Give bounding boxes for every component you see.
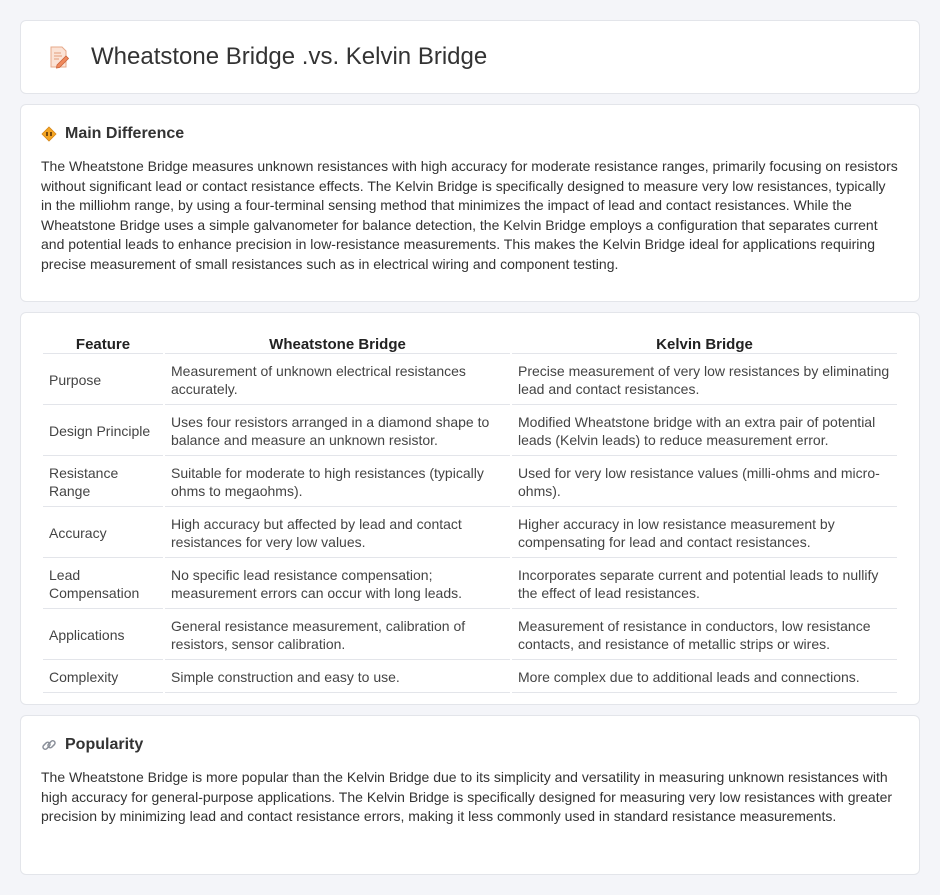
table-row (43, 611, 897, 660)
feature-cell: Purpose (43, 356, 163, 405)
comparison-table-card (20, 312, 920, 705)
feature-cell: Design Principle (43, 407, 163, 456)
table-row (43, 458, 897, 507)
main-difference-text: The Wheatstone Bridge measures unknown resistances with high accuracy for moderate resistance ranges, primarily focusing on resistors without significant lead or contact resistance effects. The Kelvin Bridge is specifically designed to measure very low resistances, typically in the milliohm range, by using a four-terminal sensing method that minimizes the impact of lead and contact resistances. While the Wheatstone Bridge uses a simple galvanometer for balance detection, the Kelvin Bridge employs a configuration that separates current and potential leads to enhance precision in low-resistance measurements. This makes the Kelvin Bridge ideal for applications requiring precise measurement of small resistances such as in electrical wiring and component testing. (41, 158, 898, 272)
document-edit-icon (47, 45, 71, 69)
header-wheatstone: Wheatstone Bridge (165, 332, 510, 354)
main-difference-heading: Main Difference (65, 125, 185, 142)
page-title: Wheatstone Bridge .vs. Kelvin Bridge (91, 43, 488, 70)
diamond-sign-icon (41, 126, 57, 142)
kelvin-cell: Higher accuracy in low resistance measurement by compensating for lead and contact resistances. (512, 509, 897, 558)
wheatstone-cell: No specific lead resistance compensation; measurement errors can occur with long leads. (165, 560, 510, 609)
popularity-text: The Wheatstone Bridge is more popular than the Kelvin Bridge due to its simplicity and versatility in measuring unknown resistances with high accuracy for general-purpose applications. The Kelvin Bridge is specifically designed for measuring very low resistances with greater precision by minimizing lead and contact resistance errors, making it less commonly used in standard resistance measurements. (41, 769, 893, 824)
feature-cell: Complexity (43, 662, 163, 693)
wheatstone-cell: Simple construction and easy to use. (165, 662, 510, 693)
kelvin-cell: Precise measurement of very low resistances by eliminating lead and contact resistances. (512, 356, 897, 405)
kelvin-cell: Measurement of resistance in conductors, low resistance contacts, and resistance of metallic strips or wires. (512, 611, 897, 660)
table-row (43, 407, 897, 456)
main-difference-section (20, 104, 920, 302)
kelvin-cell: More complex due to additional leads and connections. (512, 662, 897, 693)
feature-cell: Resistance Range (43, 458, 163, 507)
wheatstone-cell: Suitable for moderate to high resistances (typically ohms to megaohms). (165, 458, 510, 507)
table-row (43, 356, 897, 405)
header-kelvin: Kelvin Bridge (512, 332, 897, 354)
wheatstone-cell: Uses four resistors arranged in a diamond shape to balance and measure an unknown resistor. (165, 407, 510, 456)
header-feature: Feature (43, 332, 163, 354)
popularity-heading: Popularity (65, 736, 144, 753)
wheatstone-cell: Measurement of unknown electrical resistances accurately. (165, 356, 510, 405)
popularity-section (20, 715, 920, 875)
kelvin-cell: Used for very low resistance values (milli-ohms and micro-ohms). (512, 458, 897, 507)
wheatstone-cell: High accuracy but affected by lead and contact resistances for very low values. (165, 509, 510, 558)
feature-cell: Applications (43, 611, 163, 660)
table-row (43, 560, 897, 609)
kelvin-cell: Modified Wheatstone bridge with an extra pair of potential leads (Kelvin leads) to reduce measurement error. (512, 407, 897, 456)
table-row (43, 662, 897, 693)
title-card (20, 20, 920, 94)
wheatstone-cell: General resistance measurement, calibration of resistors, sensor calibration. (165, 611, 510, 660)
table-row (43, 509, 897, 558)
feature-cell: Lead Compensation (43, 560, 163, 609)
link-icon (41, 737, 57, 753)
kelvin-cell: Incorporates separate current and potential leads to nullify the effect of lead resistances. (512, 560, 897, 609)
comparison-table (41, 330, 899, 695)
feature-cell: Accuracy (43, 509, 163, 558)
